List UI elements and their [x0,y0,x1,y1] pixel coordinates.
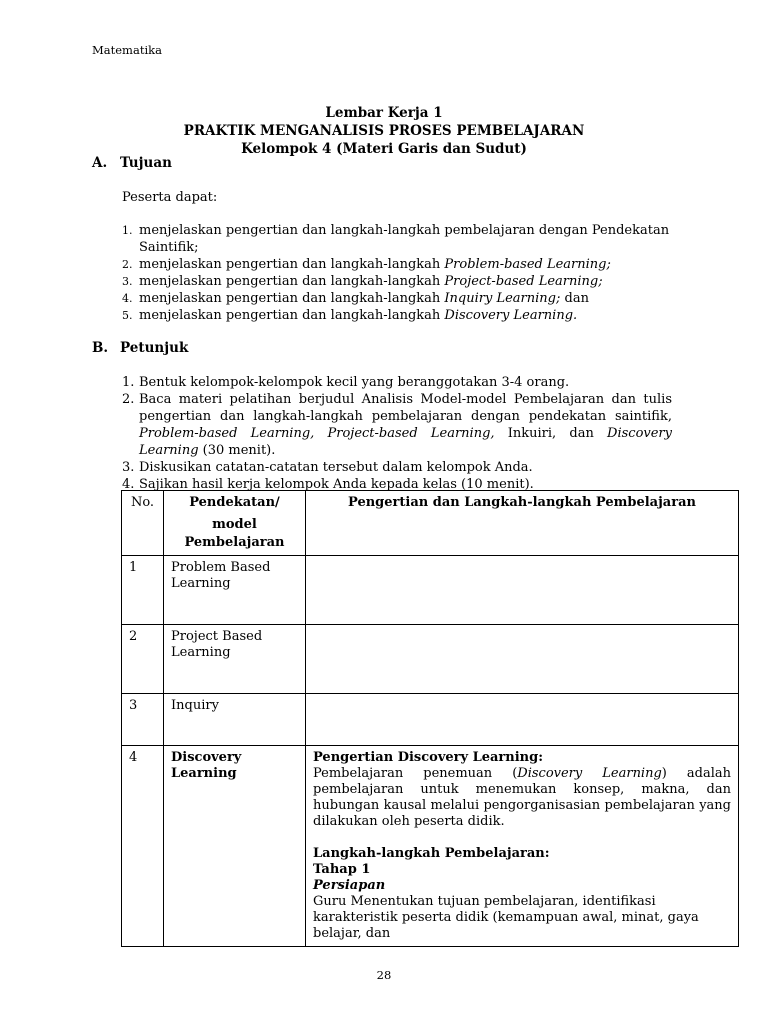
list-text: Bentuk kelompok-kelompok kecil yang beranggotakan 3-4 orang. [139,375,570,390]
section-b-letter: B. [92,340,109,356]
table-row [122,746,739,947]
list-item [122,459,672,476]
title-line-1: Lembar Kerja 1 [325,105,443,121]
row-model: Discovery Learning [164,746,306,947]
header-description: Pengertian dan Langkah-langkah Pembelajaran [306,491,739,556]
list-number: 2. [122,258,133,271]
list-number: 5. [122,309,133,322]
list-number: 3. [122,460,135,475]
table-row [122,625,739,694]
section-a-heading [92,155,172,171]
definition-post: ) adalah pembelajaran untuk menemukan konsep, makna, dan hubungan kausal melalui pengorganisasian pembelajaran yang dilakukan oleh peserta didik. [313,766,732,829]
list-text: menjelaskan pengertian dan langkah-langkah pembelajaran dengan Pendekatan [139,223,670,238]
section-a-letter: A. [92,155,108,171]
list-item [122,391,672,459]
row-description[interactable] [306,556,739,625]
list-number: 1. [122,224,133,237]
list-text-continued: Saintifik; [139,240,199,255]
definition-pre: Pembelajaran penemuan ( [313,766,518,781]
worksheet-title [0,104,768,158]
section-a-intro: Peserta dapat: [122,190,218,205]
list-text: Baca materi pelatihan berjudul Analisis Model-model Pembelajaran dan tulis pengertian dan langkah-langkah pembelajaran dengan pendekatan saintifik, [139,392,672,424]
list-text: menjelaskan pengertian dan langkah-langkah [139,274,445,289]
list-text: menjelaskan pengertian dan langkah-langkah [139,308,445,323]
list-text: Diskusikan catatan-catatan tersebut dalam kelompok Anda. [139,460,533,475]
row-description[interactable] [306,694,739,746]
row-model: Inquiry [164,694,306,746]
list-number: 4. [122,477,135,492]
list-number: 3. [122,275,133,288]
page-number: 28 [376,968,392,982]
row-number: 1 [122,556,164,625]
header-model-line-3: Pembelajaran [184,535,285,550]
section-a-title: Tujuan [120,155,172,171]
section-b-heading [92,340,188,356]
list-emphasis: Inquiry Learning; [444,291,561,306]
list-text: menjelaskan pengertian dan langkah-langkah [139,291,445,306]
title-line-2: PRAKTIK MENGANALISIS PROSES PEMBELAJARAN [183,123,585,139]
list-number: 1. [122,375,135,390]
header-no: No. [122,491,164,556]
list-emphasis: Discovery Learning [139,426,672,458]
header-model [164,491,306,556]
table-row [122,556,739,625]
row-description [306,746,739,947]
list-text-after: dan [560,291,589,306]
stage-name-text: Persiapan [313,878,386,893]
list-item [122,256,669,273]
list-item [122,374,672,391]
list-item [122,273,669,290]
row-model: Problem Based Learning [164,556,306,625]
row-model: Project Based Learning [164,625,306,694]
list-emphasis: Problem-based Learning; [444,257,611,272]
list-emphasis: Discovery Learning. [444,308,578,323]
list-emphasis: Project-based Learning; [444,274,603,289]
row-number: 2 [122,625,164,694]
list-item [122,222,669,256]
list-text-mid: Inkuiri, dan [494,426,608,441]
steps-title: Langkah-langkah Pembelajaran: [313,846,550,861]
instructions-list [122,374,672,493]
list-text-after: (30 menit). [198,443,276,458]
row-number: 3 [122,694,164,746]
section-b-title: Petunjuk [120,340,189,356]
definition-title: Pengertian Discovery Learning: [313,750,543,765]
header-model-line-1: Pendekatan/ [189,495,280,510]
title-line-3: Kelompok 4 (Materi Garis dan Sudut) [241,141,527,157]
table-header-row [122,491,739,556]
stage-name [313,878,731,894]
list-number: 4. [122,292,133,305]
stage-label: Tahap 1 [313,862,371,877]
list-text: Sajikan hasil kerja kelompok Anda kepada kelas (10 menit). [139,477,534,492]
list-item [122,290,669,307]
row-number: 4 [122,746,164,947]
header-model-line-2: model [212,517,257,532]
table-row [122,694,739,746]
list-emphasis: Problem-based Learning, Project-based Learning, [139,426,495,441]
definition-emphasis: Discovery Learning [517,766,662,781]
stage-text: Guru Menentukan tujuan pembelajaran, identifikasi karakteristik peserta didik (kemampuan awal, minat, gaya belajar, dan [313,894,699,941]
list-text: menjelaskan pengertian dan langkah-langkah [139,257,445,272]
objectives-list [122,222,669,324]
running-header: Matematika [92,43,162,57]
list-number: 2. [122,392,135,407]
worksheet-table [121,490,739,947]
definition-text [313,766,731,830]
list-item [122,307,669,324]
row-description[interactable] [306,625,739,694]
